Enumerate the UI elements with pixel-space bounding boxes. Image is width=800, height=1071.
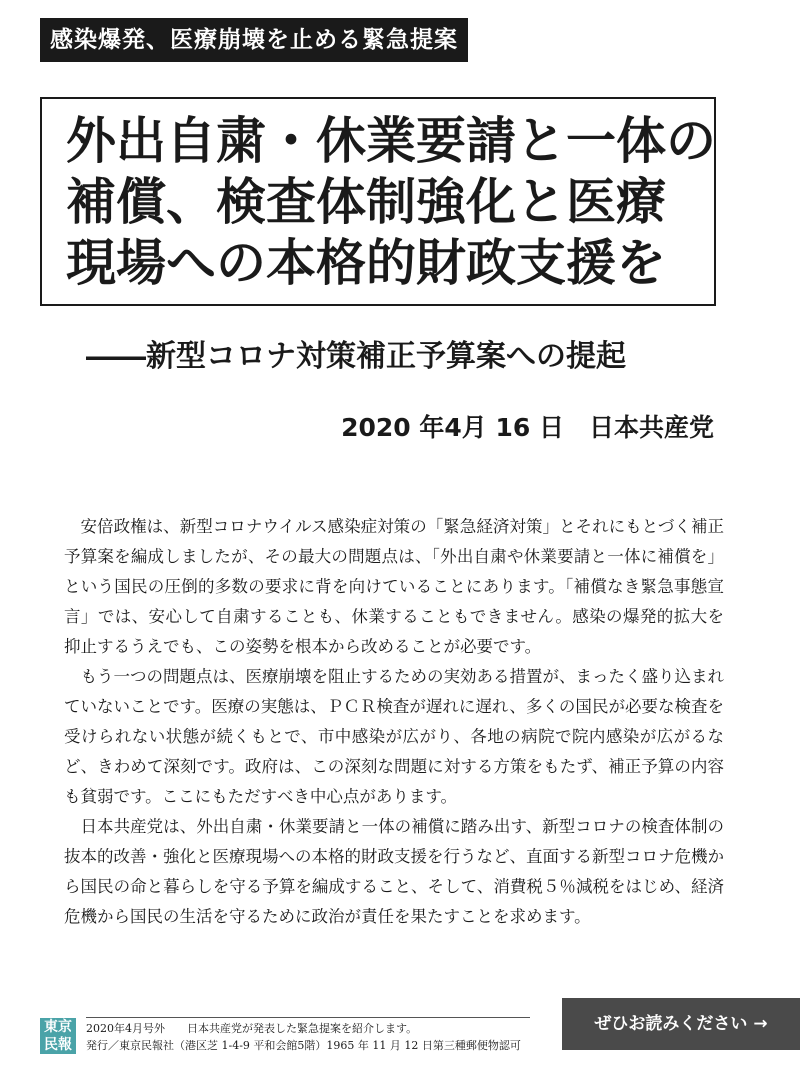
title-line-2: 補償、検査体制強化と医療: [66, 172, 666, 231]
paragraph-1: 安倍政権は、新型コロナウイルス感染症対策の「緊急経済対策」とそれにもとづく補正予算案を編成しましたが、その最大の問題点は、「外出自粛や休業要請と一体に補償を」という国民の圧倒的多数の要求に背を向けていることにあります。「補償なき緊急事態宣言」では、安心して自粛することも、休業することもできません。感染の爆発的拡大を抑止するうえでも、この姿勢を根本から改めることが必要です。: [64, 517, 725, 656]
logo-text-top: 東京: [44, 1019, 72, 1035]
tokyo-minpo-logo: [40, 1018, 76, 1054]
body-text: [64, 512, 724, 932]
banner-headline: 感染爆発、医療崩壊を止める緊急提案: [40, 18, 468, 62]
footer-divider: [86, 1017, 530, 1018]
date-and-author: 2020 年4月 16 日 日本共産党: [341, 413, 714, 442]
footer-publisher-line: 発行／東京民報社（港区芝 1-4-9 平和会館5階）1965 年 11 月 12 日第三種郵便物認可: [86, 1039, 521, 1052]
subtitle: ――新型コロナ対策補正予算案への提起: [86, 339, 626, 374]
read-more-button[interactable]: ぜひお読みください →: [562, 998, 800, 1050]
title-box: [40, 97, 716, 306]
logo-text-bottom: 民報: [44, 1037, 72, 1053]
title-line-1: 外出自粛・休業要請と一体の: [66, 111, 716, 170]
footer-issue-line: 2020年4月号外 日本共産党が発表した緊急提案を紹介します。: [86, 1022, 418, 1035]
paragraph-3: 日本共産党は、外出自粛・休業要請と一体の補償に踏み出す、新型コロナの検査体制の抜本的改善・強化と医療現場への本格的財政支援を行うなど、直面する新型コロナ危機から国民の命と暮らしを守る予算を編成すること、そして、消費税５％減税をはじめ、経済危機から国民の生活を守るために政治が責任を果たすことを求めます。: [64, 817, 724, 926]
paragraph-2: もう一つの問題点は、医療崩壊を阻止するための実効ある措置が、まったく盛り込まれていないことです。医療の実態は、ＰＣＲ検査が遅れに遅れ、多くの国民が必要な検査を受けられない状態が続くもとで、市中感染が広がり、各地の病院で院内感染が広がるなど、きわめて深刻です。政府は、この深刻な問題に対する方策をもたず、補正予算の内容も貧弱です。ここにもただすべき中心点があります。: [64, 667, 724, 806]
title-line-3: 現場への本格的財政支援を: [66, 233, 666, 292]
